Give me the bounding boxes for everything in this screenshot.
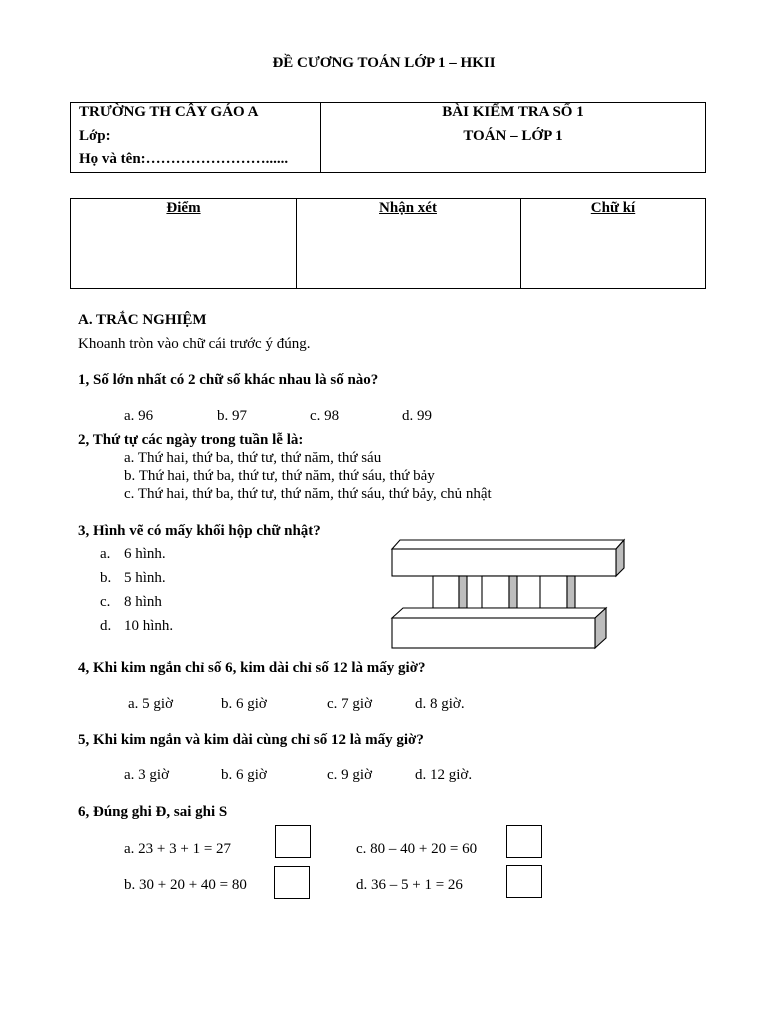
post-1-front [433, 576, 459, 608]
q3-option-a-letter[interactable]: a. [100, 546, 111, 562]
q6-item-b: b. 30 + 20 + 40 = 80 [124, 877, 247, 893]
q3-option-d[interactable]: 10 hình. [124, 618, 174, 634]
q3-option-c[interactable]: 8 hình [124, 594, 162, 610]
q3-option-a[interactable]: 6 hình. [124, 546, 166, 562]
section-heading: A. TRẮC NGHIỆM [78, 312, 207, 328]
school-name: TRƯỜNG TH CÂY GÁO A [79, 104, 259, 120]
post-3-front [540, 576, 567, 608]
q1-option-d[interactable]: d. 99 [402, 408, 432, 424]
q6-answer-box-a[interactable] [275, 825, 311, 858]
top-slab-top-face [392, 540, 624, 549]
top-slab-front-face [392, 549, 616, 576]
test-name: BÀI KIỂM TRA SỐ 1 [442, 104, 584, 120]
q6-answer-box-b[interactable] [274, 866, 310, 899]
q4-option-b[interactable]: b. 6 giờ [221, 696, 267, 712]
q4-option-d[interactable]: d. 8 giờ. [415, 696, 465, 712]
q2-option-a[interactable]: a. Thứ hai, thứ ba, thứ tư, thứ năm, thứ sáu [124, 450, 382, 466]
q5-option-d[interactable]: d. 12 giờ. [415, 767, 473, 783]
q6-item-c: c. 80 – 40 + 20 = 60 [356, 841, 478, 857]
score-header-diem: Điểm [166, 200, 201, 216]
score-header-chu-ki: Chữ kí [590, 200, 636, 216]
question-3: 3, Hình vẽ có mấy khối hộp chữ nhật? [78, 523, 321, 539]
bottom-slab-front-face [392, 618, 595, 648]
q6-item-a: a. 23 + 3 + 1 = 27 [124, 841, 232, 857]
question-4: 4, Khi kim ngắn chỉ số 6, kim dài chỉ số 12 là mấy giờ? [78, 660, 426, 676]
rectangular-blocks-figure [388, 537, 628, 653]
q1-option-a[interactable]: a. 96 [124, 408, 154, 424]
q1-option-c[interactable]: c. 98 [310, 408, 340, 424]
q6-item-d: d. 36 – 5 + 1 = 26 [356, 877, 463, 893]
q5-option-b[interactable]: b. 6 giờ [221, 767, 267, 783]
section-instruction: Khoanh tròn vào chữ cái trước ý đúng. [78, 336, 311, 352]
q4-option-c[interactable]: c. 7 giờ [327, 696, 373, 712]
q1-option-b[interactable]: b. 97 [217, 408, 247, 424]
question-6: 6, Đúng ghi Đ, sai ghi S [78, 804, 228, 820]
class-label: Lớp: [79, 128, 111, 144]
q5-option-c[interactable]: c. 9 giờ [327, 767, 373, 783]
score-table [70, 198, 706, 289]
q4-option-a[interactable]: a. 5 giờ [128, 696, 174, 712]
student-name-label: Họ và tên:……………………...... [79, 151, 289, 167]
q6-answer-box-d[interactable] [506, 865, 542, 898]
q3-option-d-letter[interactable]: d. [100, 618, 112, 634]
question-1: 1, Số lớn nhất có 2 chữ số khác nhau là số nào? [78, 372, 379, 388]
post-2-side [509, 576, 517, 608]
post-1-side [459, 576, 467, 608]
post-2-front [482, 576, 509, 608]
q6-answer-box-c[interactable] [506, 825, 542, 858]
test-subject: TOÁN – LỚP 1 [463, 128, 563, 144]
header-table [70, 102, 706, 173]
q3-option-b[interactable]: 5 hình. [124, 570, 166, 586]
q5-option-a[interactable]: a. 3 giờ [124, 767, 170, 783]
q3-option-b-letter[interactable]: b. [100, 570, 112, 586]
q2-option-c[interactable]: c. Thứ hai, thứ ba, thứ tư, thứ năm, thứ sáu, thứ bảy, chủ nhật [124, 486, 492, 502]
q2-option-b[interactable]: b. Thứ hai, thứ ba, thứ tư, thứ năm, thứ sáu, thứ bảy [124, 468, 435, 484]
score-header-nhan-xet: Nhận xét [379, 200, 437, 216]
q3-option-c-letter[interactable]: c. [100, 594, 111, 610]
post-3-side [567, 576, 575, 608]
bottom-slab-top-face [392, 608, 606, 618]
question-5: 5, Khi kim ngắn và kim dài cùng chỉ số 12 là mấy giờ? [78, 732, 424, 748]
question-2: 2, Thứ tự các ngày trong tuần lễ là: [78, 432, 304, 448]
page-title: ĐỀ CƯƠNG TOÁN LỚP 1 – HKII [272, 55, 496, 71]
